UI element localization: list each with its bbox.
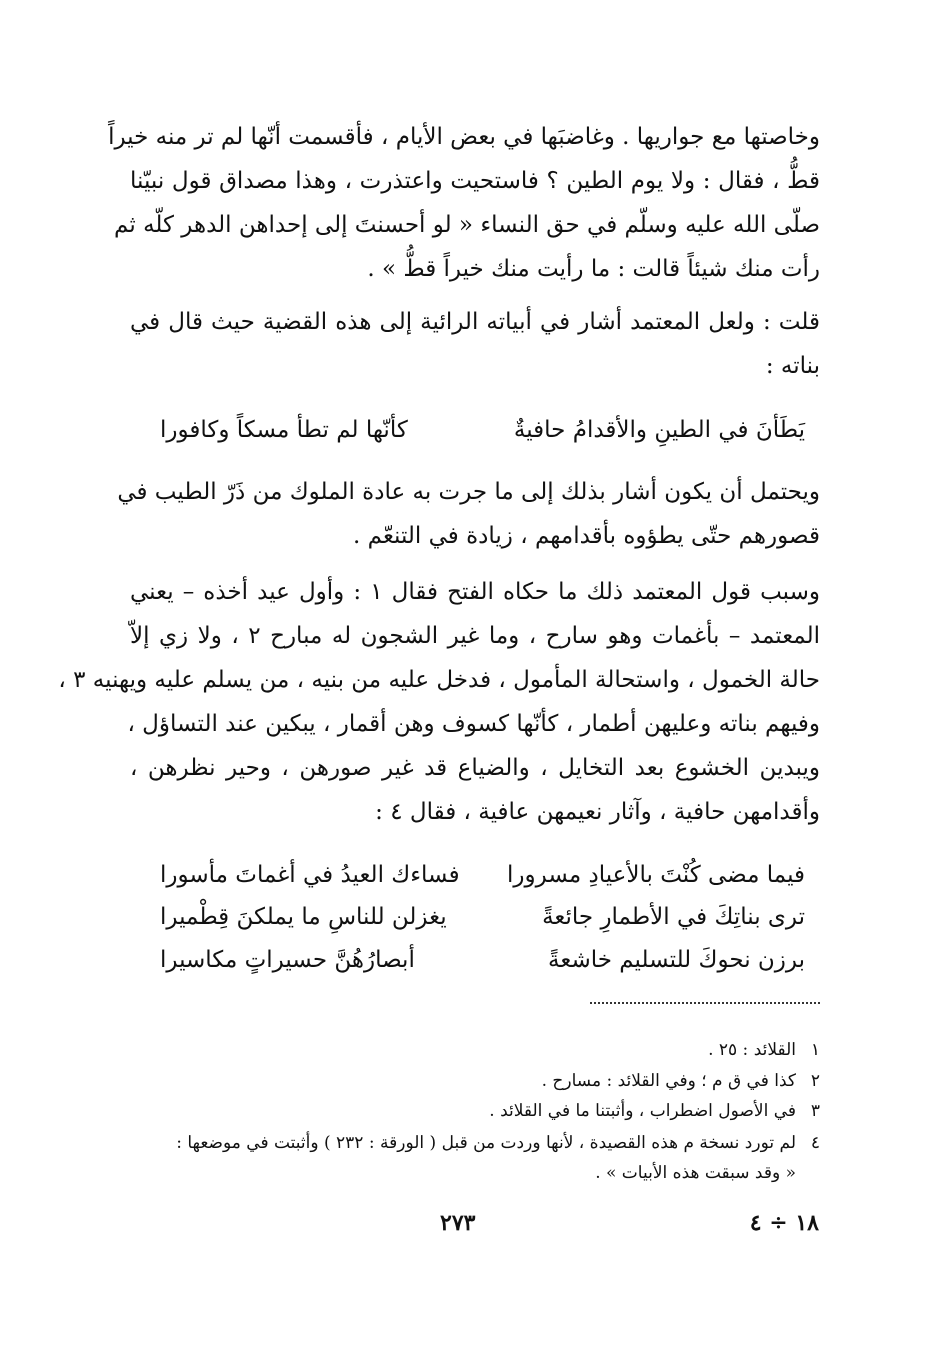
- text-line: ويبدين الخشوع بعد التخايل ، والضياع قد غير صورهن ، وحير نظرهن ،: [130, 755, 820, 781]
- footnote-4-continuation: [140, 1160, 820, 1186]
- paragraph-2: [130, 300, 820, 388]
- paragraph-4: [58, 570, 820, 834]
- text-line: ويحتمل أن يكون أشار بذلك إلى ما جرت به عادة الملوك من ذَرّ الطيب في: [117, 479, 820, 505]
- text-line: قصورهم حتّى يطؤوه بأقدامهم ، زيادة في التنعّم .: [353, 523, 820, 549]
- footnote-text: في الأصول اضطراب ، وأثبتنا ما في القلائد .: [489, 1101, 796, 1121]
- verse-second-hemistich: يغزلن للناسِ ما يملكنَ قِطْميرا: [160, 904, 447, 930]
- verse-first-hemistich: يَطَأنَ في الطينِ والأقدامُ حافيةٌ: [513, 417, 805, 443]
- text-line: وفيهم بناته وعليهن أطمار ، كأنّها كسوف وهن أقمار ، يبكين عند التساؤل ،: [127, 711, 820, 737]
- footnote-number: ٢: [810, 1071, 820, 1091]
- text-line: صلّى الله عليه وسلّم في حق النساء « لو أحسنتَ إلى إحداهن الدهر كلّه ثم: [114, 212, 820, 238]
- text-line: وخاصتها مع جواريها . وغاضبَها في بعض الأيام ، فأقسمت أنّها لم تر منه خيراً: [108, 124, 820, 150]
- poem-verse-3: [160, 940, 805, 980]
- footnote-text: القلائد : ٢٥ .: [708, 1040, 796, 1060]
- paragraph-1: [108, 115, 820, 291]
- footnote-separator: [590, 1002, 820, 1004]
- text-line: المعتمد – بأغمات وهو سارح ، وما غير الشجون له مبارح ٢ ، ولا زي إلاّ: [130, 623, 820, 649]
- footnote-number: ٤: [810, 1133, 820, 1153]
- text-line: رأت منك شيئاً قالت : ما رأيت منك خيراً قطُّ » .: [367, 256, 820, 282]
- text-line: قلت : ولعل المعتمد أشار في أبياته الرائية إلى هذه القضية حيث قال في: [130, 309, 820, 335]
- verse-second-hemistich: كأنّها لم تطأ مسكاً وكافورا: [160, 417, 408, 443]
- text-line: وسبب قول المعتمد ذلك ما حكاه الفتح فقال ١ : وأول عيد أخذه – يعني: [130, 579, 820, 605]
- footnote-2: [140, 1068, 820, 1094]
- verse-first-hemistich: ترى بناتِكَ في الأطمارِ جائعةً: [542, 904, 805, 930]
- footnote-3: [140, 1098, 820, 1124]
- footnote-number: ١: [810, 1040, 820, 1060]
- verse-first-hemistich: برزن نحوكَ للتسليم خاشعةً: [548, 947, 805, 973]
- footnote-text: « وقد سبقت هذه الأبيات » .: [595, 1163, 796, 1183]
- text-line: قطُّ ، فقال : ولا يوم الطين ؟ فاستحيت واعتذرت ، وهذا مصداق قول نبيّنا: [130, 168, 820, 194]
- signature-mark: ١٨ ÷ ٤: [749, 1210, 819, 1236]
- text-line: وأقدامهن حافية ، وآثار نعيمهن عافية ، فقال ٤ :: [375, 799, 820, 825]
- footnote-number: ٣: [810, 1101, 820, 1121]
- poem-verse-2: [160, 897, 805, 937]
- verse-second-hemistich: فساءك العيدُ في أغماتَ مأسورا: [160, 862, 460, 888]
- footnote-text: لم تورد نسخة م هذه القصيدة ، لأنها وردت من قبل ( الورقة : ٢٣٢ ) وأثبتت في موضعها :: [176, 1133, 796, 1153]
- verse-second-hemistich: أبصارُهُنَّ حسيراتٍ مكاسيرا: [160, 947, 415, 973]
- verse-line: [160, 410, 805, 450]
- footnote-1: [140, 1037, 820, 1063]
- footnote-text: كذا في ق م ؛ وفي القلائد : مسارح .: [541, 1071, 796, 1091]
- verse-first-hemistich: فيما مضى كُنْتَ بالأعيادِ مسرورا: [507, 862, 805, 888]
- footnote-4: [140, 1130, 820, 1156]
- poem-verse-1: [160, 855, 805, 895]
- text-line: بناته :: [765, 353, 820, 379]
- page-number: ٢٧٣: [440, 1210, 476, 1236]
- text-line: حالة الخمول ، واستحالة المأمول ، فدخل عليه من بنيه ، من يسلم عليه ويهنيه ٣ ،: [58, 667, 820, 693]
- paragraph-3: [117, 470, 820, 558]
